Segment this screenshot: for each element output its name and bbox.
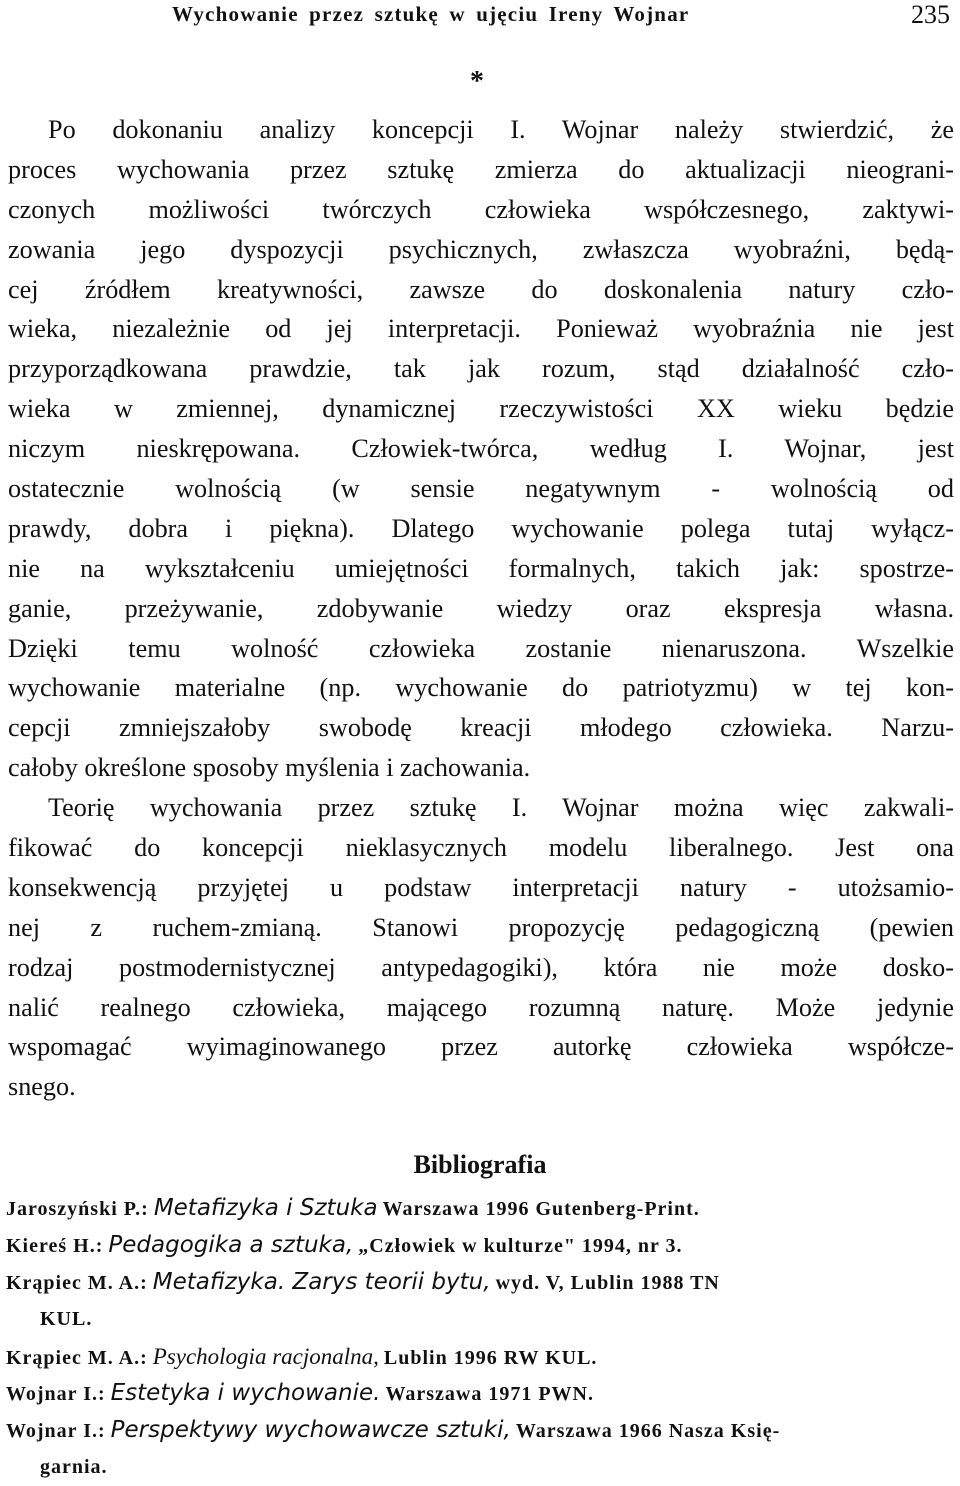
bibliography-heading: Bibliografia: [413, 1150, 547, 1179]
body-line: wieka w zmiennej, dynamicznej rzeczywistości XX wieku będzie: [8, 394, 954, 424]
body-line: Po dokonaniu analizy koncepcji I. Wojnar należy stwierdzić, że: [48, 115, 954, 144]
body-line: prawdy, dobra i piękna). Dlatego wychowanie polega tutaj wyłącz-: [8, 513, 954, 543]
entry-publication: „Człowiek w kulturze" 1994, nr 3.: [358, 1235, 683, 1257]
bibliography-entry: [6, 1412, 956, 1449]
page-number: 235: [911, 0, 950, 29]
entry-publication: Warszawa 1966 Nasza Księ-: [515, 1420, 781, 1442]
entry-author: Wojnar I.:: [6, 1420, 106, 1442]
entry-author: Wojnar I.:: [6, 1383, 106, 1405]
entry-title: Metafizyka. Zarys teorii bytu,: [152, 1269, 491, 1295]
body-line: Dzięki temu wolność człowieka zostanie nienaruszona. Wszelkie: [8, 633, 954, 663]
bibliography-list: [6, 1190, 956, 1486]
body-line: nej z ruchem-zmianą. Stanowi propozycję pedagogiczną (pewien: [8, 912, 954, 942]
body-line: konsekwencją przyjętej u podstaw interpretacji natury - utożsamio-: [8, 872, 954, 902]
bibliography-entry: [6, 1227, 956, 1264]
bibliography-entry: [6, 1190, 956, 1227]
body-line: czonych możliwości twórczych człowieka współczesnego, zaktywi-: [8, 194, 954, 224]
entry-author: Krąpiec M. A.:: [6, 1272, 148, 1294]
body-line: ganie, przeżywanie, zdobywanie wiedzy oraz ekspresja własna.: [8, 593, 954, 623]
section-separator: *: [470, 66, 484, 97]
body-line: wieka, niezależnie od jej interpretacji. Ponieważ wyobraźnia nie jest: [8, 314, 954, 344]
bibliography-entry-continuation: [6, 1449, 956, 1486]
bibliography-entry: [6, 1264, 956, 1301]
bibliography-entry-continuation: [6, 1301, 956, 1338]
entry-publication: wyd. V, Lublin 1988 TN: [495, 1272, 720, 1294]
entry-publication-continued: KUL.: [40, 1308, 93, 1330]
running-title: Wychowanie przez sztukę w ujęciu Ireny Wojnar: [172, 2, 690, 26]
entry-publication: Warszawa 1971 PWN.: [385, 1383, 594, 1405]
body-line: zowania jego dyspozycji psychicznych, zwłaszcza wyobraźni, będą-: [8, 234, 954, 264]
body-line: przyporządkowana prawdzie, tak jak rozum, stąd działalność czło-: [8, 354, 954, 384]
body-line: cej źródłem kreatywności, zawsze do doskonalenia natury czło-: [8, 274, 954, 304]
body-text: [8, 110, 954, 1107]
body-line: Teorię wychowania przez sztukę I. Wojnar można więc zakwali-: [48, 793, 954, 823]
entry-title: Metafizyka i Sztuka: [153, 1195, 378, 1221]
entry-author: Kiereś H.:: [6, 1235, 104, 1257]
entry-author: Jaroszyński P.:: [6, 1198, 149, 1220]
body-line: całoby określone sposoby myślenia i zachowania.: [8, 753, 531, 783]
bibliography-entry: [6, 1338, 956, 1375]
entry-title: Estetyka i wychowanie.: [110, 1380, 381, 1406]
entry-title: Psychologia racjonalna,: [152, 1344, 379, 1369]
body-line: cepcji zmniejszałoby swobodę kreacji młodego człowieka. Narzu-: [8, 713, 954, 743]
body-line: nie na wykształceniu umiejętności formalnych, takich jak: spostrze-: [8, 553, 954, 583]
body-line: wspomagać wyimaginowanego przez autorkę człowieka współcze-: [8, 1032, 954, 1062]
entry-publication-continued: garnia.: [40, 1456, 108, 1478]
bibliography-entry: [6, 1375, 956, 1412]
body-line: wychowanie materialne (np. wychowanie do patriotyzmu) w tej kon-: [8, 673, 954, 703]
body-line: ostatecznie wolnością (w sensie negatywnym - wolnością od: [8, 474, 954, 504]
body-line: niczym nieskrępowana. Człowiek-twórca, według I. Wojnar, jest: [8, 434, 954, 464]
body-line: nalić realnego człowieka, mającego rozumną naturę. Może jedynie: [8, 992, 954, 1022]
entry-title: Pedagogika a sztuka,: [108, 1232, 354, 1258]
body-line: fikować do koncepcji nieklasycznych modelu liberalnego. Jest ona: [8, 833, 954, 863]
entry-title: Perspektywy wychowawcze sztuki,: [110, 1417, 511, 1443]
entry-publication: Warszawa 1996 Gutenberg-Print.: [382, 1198, 700, 1220]
entry-publication: Lublin 1996 RW KUL.: [383, 1347, 598, 1369]
page-header: [0, 0, 960, 36]
body-line: snego.: [8, 1072, 76, 1102]
entry-author: Krąpiec M. A.:: [6, 1347, 148, 1369]
body-line: proces wychowania przez sztukę zmierza do aktualizacji nieograni-: [8, 154, 954, 184]
body-line: rodzaj postmodernistycznej antypedagogiki), która nie może dosko-: [8, 952, 954, 982]
